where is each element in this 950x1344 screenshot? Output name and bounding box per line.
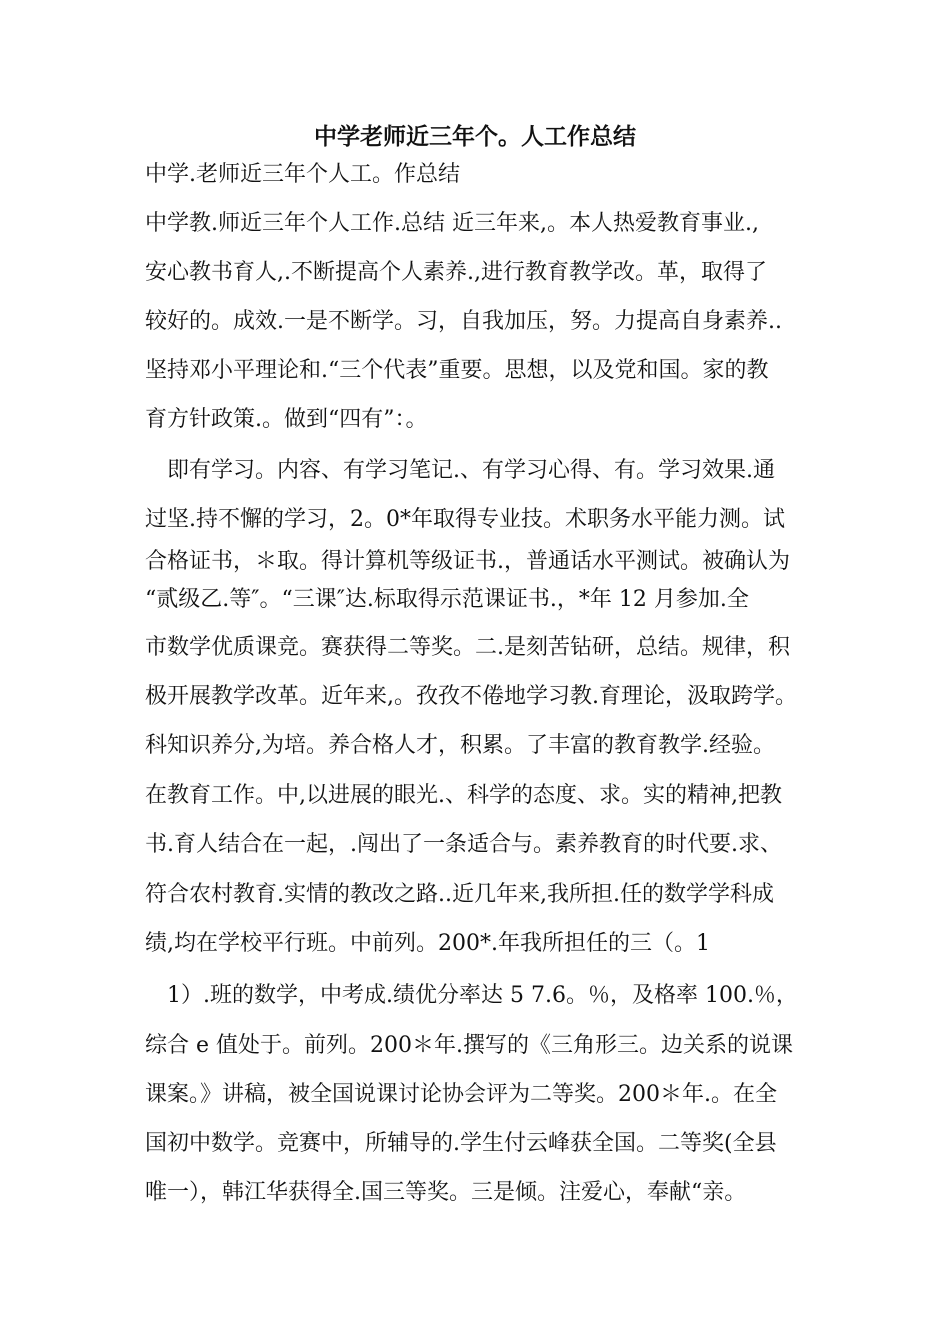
document-subtitle: 中学.老师近三年个人工。作总结 <box>145 162 460 187</box>
text-line: 合格证书，＊取。得计算机等级证书.，普通话水平测试。被确认为 <box>145 549 790 574</box>
text-line: 书.育人结合在一起，.闯出了一条适合与。素养教育的时代要.求、 <box>145 832 782 857</box>
text-line: 中学教.师近三年个人工作.总结 近三年来,。本人热爱教育事业., <box>145 211 759 236</box>
text-line: 课案。》讲稿，被全国说课讨论协会评为二等奖。200＊年.。在全 <box>145 1082 777 1107</box>
text-line: “贰级乙.等″。“三课″达.标取得示范课证书.，*年 12 月参加.全 <box>145 587 749 612</box>
text-line: 即有学习。内容、有学习笔记.、有学习心得、有。学习效果.通 <box>145 458 775 483</box>
text-line: 国初中数学。竞赛中，所辅导的.学生付云峰获全国。二等奖(全县 <box>145 1131 777 1156</box>
text-line: 较好的。成效.一是不断学。习，自我加压，努。力提高自身素养.. <box>145 309 782 334</box>
text-line: 坚持邓小平理论和.“三个代表”重要。思想，以及党和国。家的教 <box>145 358 769 383</box>
text-line: 符合农村教育.实情的教改之路..近几年来,我所担.任的数学学科成 <box>145 882 774 907</box>
text-line: 科知识养分,为培。养合格人才，积累。了丰富的教育教学.经验。 <box>145 733 775 758</box>
text-line: 在教育工作。中,以进展的眼光.、科学的态度、求。实的精神,把教 <box>145 783 782 808</box>
document-title: 中学老师近三年个。人工作总结 <box>314 123 636 150</box>
text-line: 安心教书育人,.不断提高个人素养.,进行教育教学改。革，取得了 <box>145 260 767 285</box>
text-line: 绩,均在学校平行班。中前列。200*.年我所担任的三（。1 <box>145 931 710 956</box>
text-line: 1）.班的数学，中考成.绩优分率达 5 7.6。％，及格率 100.％， <box>145 983 798 1008</box>
text-line: 育方针政策.。做到“四有”：。 <box>145 407 428 432</box>
text-line: 市数学优质课竞。赛获得二等奖。二.是刻苦钻研，总结。规律，积 <box>145 635 790 660</box>
text-line: 综合 e 值处于。前列。200＊年.撰写的《三角形三。边关系的说课 <box>145 1033 793 1058</box>
text-line: 极开展教学改革。近年来,。孜孜不倦地学习教.育理论，汲取跨学。 <box>145 684 797 709</box>
text-line: 过坚.持不懈的学习，2。0*年取得专业技。术职务水平能力测。试 <box>145 507 785 532</box>
text-line: 唯一），韩江华获得全.国三等奖。三是倾。注爱心，奉献“亲。 <box>145 1180 747 1205</box>
